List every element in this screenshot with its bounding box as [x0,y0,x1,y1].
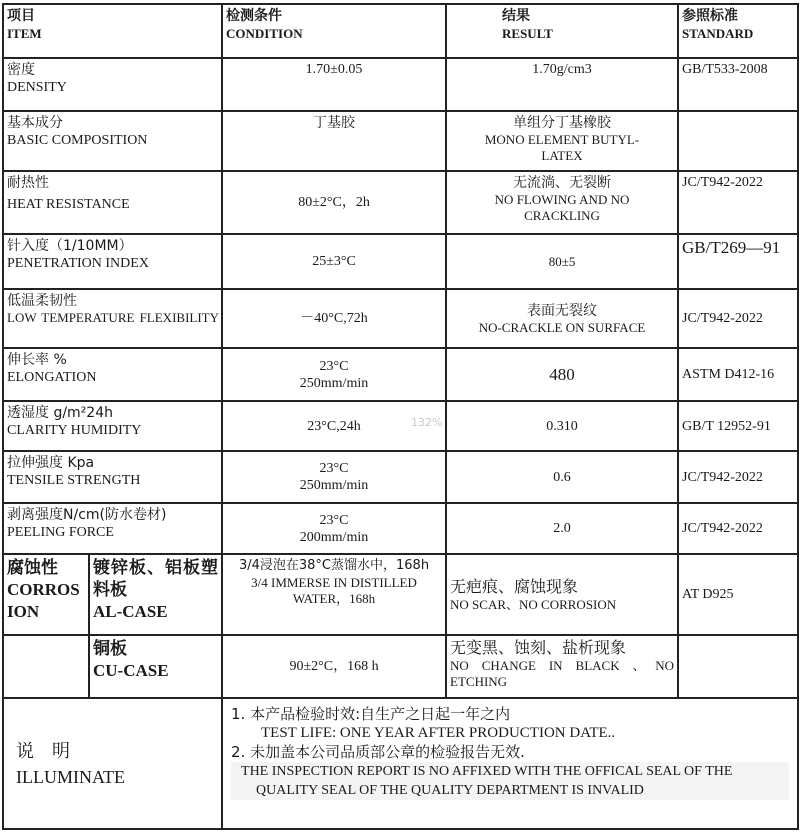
result-cell: 单组分丁基橡胶 MONO ELEMENT BUTYL-LATEX [446,111,678,171]
item-cell: 基本成分 BASIC COMPOSITION [3,111,222,171]
result-cell: 80±5 [446,234,678,289]
condition-cell: －40°C,72h [222,289,446,348]
standard-cell: JC/T942-2022 [678,503,798,554]
table-row [3,234,798,289]
condition-cell: 90±2°C，168 h [222,635,446,698]
item-cell: 密度 DENSITY [3,58,222,111]
empty-cell [3,635,89,698]
condition-cell: 23°C,24h [222,401,446,451]
illuminate-row [3,698,798,829]
result-cell: 表面无裂纹 NO-CRACKLE ON SURFACE [446,289,678,348]
standard-cell [678,111,798,171]
standard-cell: AT D925 [678,554,798,635]
item-cell: 耐热性 HEAT RESISTANCE [3,171,222,234]
header-standard: 参照标准 STANDARD [678,4,798,58]
result-cell: 2.0 [446,503,678,554]
standard-cell: GB/T533-2008 [678,58,798,111]
condition-cell: 23°C 200mm/min [222,503,446,554]
corrosion-row [3,635,798,698]
table-row [3,348,798,401]
result-cell: 无疤痕、腐蚀现象 NO SCAR、NO CORROSION [446,554,678,635]
condition-cell: 23°C 250mm/min [222,348,446,401]
case-cell: 镀锌板、铝板塑料板 AL-CASE [89,554,222,635]
standard-cell: ASTM D412-16 [678,348,798,401]
standard-cell: JC/T942-2022 [678,451,798,503]
illuminate-label-cell: 说 明 ILLUMINATE [3,698,222,829]
corrosion-label-cell: 腐蚀性 CORROSION [3,554,89,635]
inspection-report-table [2,3,799,830]
condition-cell: 80±2°C，2h [222,171,446,234]
standard-cell: JC/T942-2022 [678,171,798,234]
item-cell: 拉伸强度 Kpa TENSILE STRENGTH [3,451,222,503]
item-cell: 透湿度 g/m²24h CLARITY HUMIDITY [3,401,222,451]
table-row [3,171,798,234]
standard-cell: GB/T269—91 [678,234,798,289]
standard-cell: GB/T 12952-91 [678,401,798,451]
zoom-level-indicator: 132% [411,416,443,429]
condition-cell: 丁基胶 [222,111,446,171]
table-row [3,503,798,554]
item-cell: 低温柔韧性 LOW TEMPERATURE FLEXIBILITY [3,289,222,348]
header-result: 结果 RESULT [446,4,678,58]
result-cell: 480 [446,348,678,401]
table-row [3,451,798,503]
table-row [3,401,798,451]
case-cell: 铜板 CU-CASE [89,635,222,698]
result-cell: 1.70g/cm3 [446,58,678,111]
condition-cell: 23°C 250mm/min [222,451,446,503]
table-row [3,58,798,111]
item-cell: 伸长率 % ELONGATION [3,348,222,401]
header-row [3,4,798,58]
result-cell: 无流淌、无裂断 NO FLOWING AND NO CRACKLING [446,171,678,234]
table-row [3,111,798,171]
item-cell: 剥离强度N/cm(防水卷材) PEELING FORCE [3,503,222,554]
result-cell: 无变黑、蚀刻、盐析现象 NO CHANGE IN BLACK 、NO ETCHING [446,635,678,698]
standard-cell: JC/T942-2022 [678,289,798,348]
standard-cell [678,635,798,698]
result-cell: 0.310 [446,401,678,451]
table-row [3,289,798,348]
condition-cell: 1.70±0.05 [222,58,446,111]
header-item: 项目 ITEM [3,4,222,58]
condition-cell: 25±3°C [222,234,446,289]
header-condition: 检测条件 CONDITION [222,4,446,58]
corrosion-row [3,554,798,635]
item-cell: 针入度（1/10MM） PENETRATION INDEX [3,234,222,289]
result-cell: 0.6 [446,451,678,503]
illuminate-notes-cell: 1. 本产品检验时效:自生产之日起一年之内 TEST LIFE: ONE YEAR AFTER PRODUCTION DATE.. 2. 未加盖本公司品质部公章的检验报告无效. THE INSPECTION REPORT IS NO AFFIXED WITH THE OFFICAL SEAL OF THE QUALITY SEAL OF THE QUALITY DEPARTMENT IS INVALID [222,698,798,829]
condition-cell: 3/4浸泡在38°C蒸馏水中，168h 3/4 IMMERSE IN DISTILLED WATER，168h [222,554,446,635]
